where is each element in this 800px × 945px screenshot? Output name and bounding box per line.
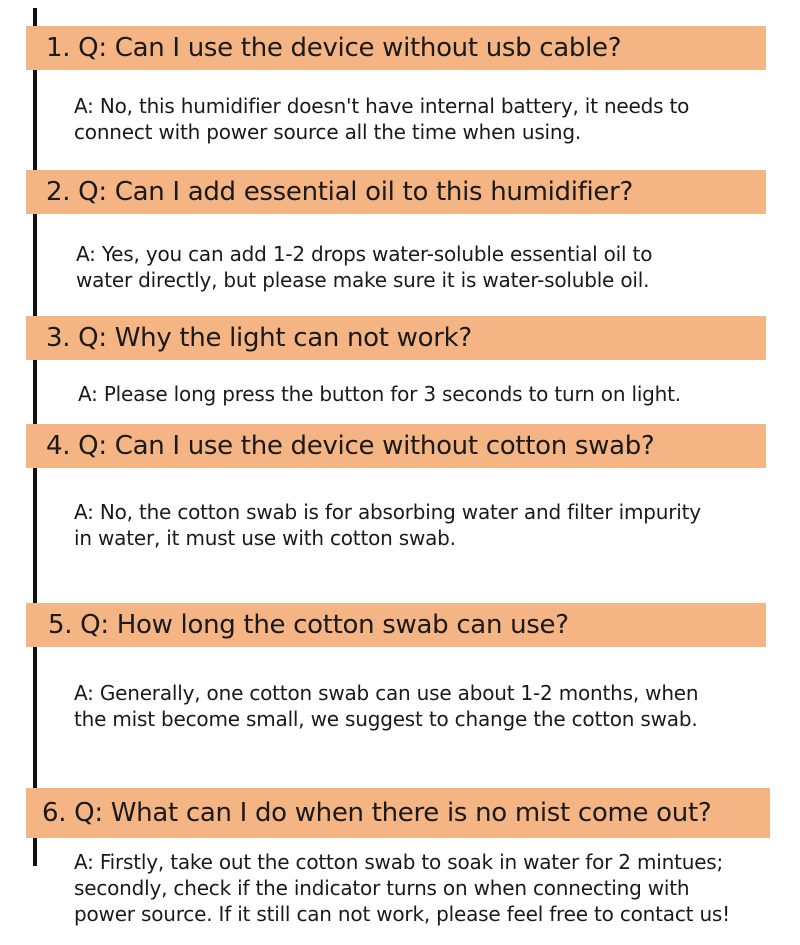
faq-question-2: 2. Q: Can I add essential oil to this humidifier?	[26, 170, 766, 214]
answer-line: A: No, the cotton swab is for absorbing water and filter impurity	[74, 500, 701, 524]
answer-line: A: Generally, one cotton swab can use about 1-2 months, when	[74, 681, 699, 705]
faq-question-5: 5. Q: How long the cotton swab can use?	[26, 603, 766, 647]
faq-answer-3	[78, 381, 798, 407]
answer-line: power source. If it still can not work, please feel free to contact us!	[74, 902, 730, 926]
faq-question-6: 6. Q: What can I do when there is no mist come out?	[26, 788, 770, 838]
answer-line: connect with power source all the time when using.	[74, 120, 582, 144]
faq-answer-5	[74, 680, 794, 732]
answer-line: in water, it must use with cotton swab.	[74, 526, 456, 550]
faq-answer-6	[74, 849, 794, 927]
answer-line: secondly, check if the indicator turns on when connecting with	[74, 876, 690, 900]
answer-line: A: Firstly, take out the cotton swab to soak in water for 2 mintues;	[74, 850, 724, 874]
faq-answer-2	[76, 241, 796, 293]
answer-line: A: No, this humidifier doesn't have internal battery, it needs to	[74, 94, 690, 118]
answer-line: A: Please long press the button for 3 seconds to turn on light.	[78, 382, 681, 406]
faq-answer-4	[74, 499, 794, 551]
answer-line: the mist become small, we suggest to change the cotton swab.	[74, 707, 698, 731]
faq-question-1: 1. Q: Can I use the device without usb cable?	[26, 26, 766, 70]
faq-question-3: 3. Q: Why the light can not work?	[26, 316, 766, 360]
answer-line: water directly, but please make sure it is water-soluble oil.	[76, 268, 650, 292]
answer-line: A: Yes, you can add 1-2 drops water-soluble essential oil to	[76, 242, 653, 266]
faq-question-4: 4. Q: Can I use the device without cotton swab?	[26, 424, 766, 468]
faq-answer-1	[74, 93, 794, 145]
